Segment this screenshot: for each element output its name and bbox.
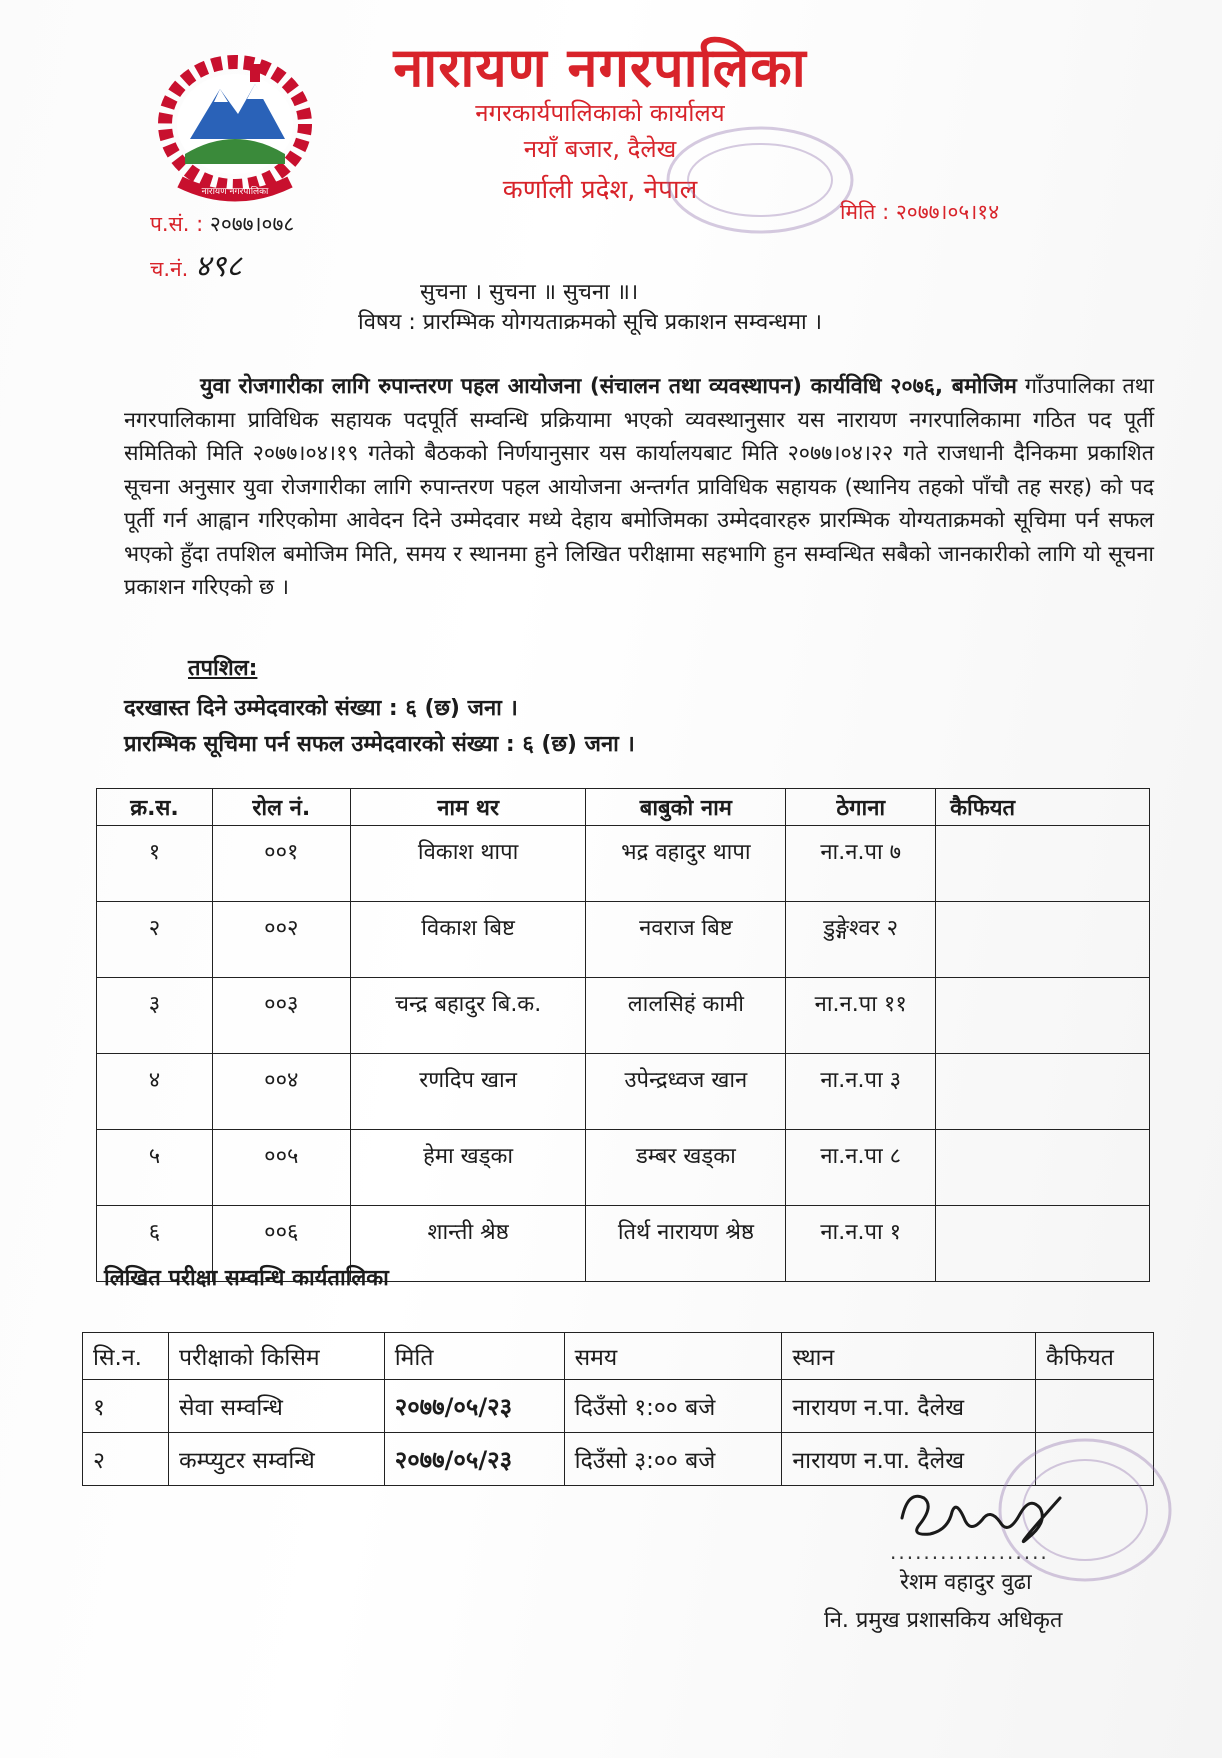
cell-name: रणदिप खान xyxy=(350,1054,586,1130)
cell-remark xyxy=(936,978,1150,1054)
column-header: कैफियत xyxy=(1036,1333,1154,1380)
column-header: बाबुको नाम xyxy=(586,789,786,826)
table-row xyxy=(97,902,1150,978)
table-row xyxy=(83,1380,1154,1433)
exam-schedule-heading: लिखित परीक्षा सम्वन्धि कार्यतालिका xyxy=(104,1266,389,1291)
cell-exam-type: कम्प्युटर सम्वन्धि xyxy=(168,1433,384,1486)
cell-roll: ००४ xyxy=(212,1054,350,1130)
column-header: स्थान xyxy=(782,1333,1036,1380)
cell-address: डुङ्गेश्वर २ xyxy=(786,902,936,978)
cell-father: डम्बर खड्का xyxy=(586,1130,786,1206)
table-row xyxy=(97,1130,1150,1206)
cell-name: विकाश बिष्ट xyxy=(350,902,586,978)
column-header: क्र.स. xyxy=(97,789,213,826)
table-row xyxy=(97,826,1150,902)
office-name: नारायण नगरपालिका xyxy=(393,36,807,99)
cell-roll: ००६ xyxy=(212,1206,350,1282)
cell-time: दिउँसो ३:०० बजे xyxy=(564,1433,782,1486)
office-line-1: नगरकार्यपालिकाको कार्यालय xyxy=(475,99,725,127)
cell-remark xyxy=(1036,1380,1154,1433)
cell-date: २०७७/०५/२३ xyxy=(384,1433,564,1486)
table-header-row xyxy=(83,1333,1154,1380)
signatory-title: नि. प्रमुख प्रशासकिय अधिकृत xyxy=(824,1608,1063,1633)
svg-text:नारायण नगरपालिका: नारायण नगरपालिका xyxy=(201,187,269,197)
cell-remark xyxy=(936,902,1150,978)
cell-venue: नारायण न.पा. दैलेख xyxy=(782,1380,1036,1433)
cell-remark xyxy=(936,1130,1150,1206)
cell-address: ना.न.पा ७ xyxy=(786,826,936,902)
cell-name: शान्ती श्रेष्ठ xyxy=(350,1206,586,1282)
notice-body xyxy=(124,370,1154,605)
cell-serial: ४ xyxy=(97,1054,213,1130)
cell-serial: ५ xyxy=(97,1130,213,1206)
cell-venue: नारायण न.पा. दैलेख xyxy=(782,1433,1036,1486)
cell-address: ना.न.पा ८ xyxy=(786,1130,936,1206)
column-header: कैफियत xyxy=(936,789,1150,826)
column-header: रोल नं. xyxy=(212,789,350,826)
cell-remark xyxy=(936,826,1150,902)
cell-serial: ३ xyxy=(97,978,213,1054)
cell-roll: ००१ xyxy=(212,826,350,902)
cell-name: हेमा खड्का xyxy=(350,1130,586,1206)
cell-father: तिर्थ नारायण श्रेष्ठ xyxy=(586,1206,786,1282)
cell-roll: ००३ xyxy=(212,978,350,1054)
column-header: परीक्षाको किसिम xyxy=(168,1333,384,1380)
cell-name: विकाश थापा xyxy=(350,826,586,902)
ps-value: २०७७।०७८ xyxy=(209,212,295,236)
cell-father: उपेन्द्रध्वज खान xyxy=(586,1054,786,1130)
cell-address: ना.न.पा ३ xyxy=(786,1054,936,1130)
cell-date: २०७७/०५/२३ xyxy=(384,1380,564,1433)
column-header: ठेगाना xyxy=(786,789,936,826)
column-header: सि.न. xyxy=(83,1333,169,1380)
office-line-3: कर्णाली प्रदेश, नेपाल xyxy=(502,175,698,205)
cell-serial: १ xyxy=(83,1380,169,1433)
cell-exam-type: सेवा सम्वन्धि xyxy=(168,1380,384,1433)
cell-time: दिउँसो १:०० बजे xyxy=(564,1380,782,1433)
column-header: समय xyxy=(564,1333,782,1380)
notice-body-bold: युवा रोजगारीका लागि रुपान्तरण पहल आयोजना (संचालन तथा व्यवस्थापन) कार्यविधि २०७६, बमोजिम xyxy=(200,374,1017,399)
letter-date xyxy=(840,198,999,226)
details-heading: तपशिल: xyxy=(188,656,258,681)
cell-father: लालसिहं कामी xyxy=(586,978,786,1054)
cell-address: ना.न.पा १ xyxy=(786,1206,936,1282)
cell-remark xyxy=(936,1206,1150,1282)
column-header: नाम थर xyxy=(350,789,586,826)
cell-remark xyxy=(936,1054,1150,1130)
cell-address: ना.न.पा ११ xyxy=(786,978,936,1054)
table-row xyxy=(97,978,1150,1054)
cell-roll: ००५ xyxy=(212,1130,350,1206)
table-header-row xyxy=(97,789,1150,826)
cell-serial: ६ xyxy=(97,1206,213,1282)
cn-label: च.नं. xyxy=(150,257,189,281)
dispatch-number xyxy=(150,244,242,285)
date-label: मिति : xyxy=(840,200,890,224)
notice-title: सुचना । सुचना ॥ सुचना ॥। xyxy=(420,280,639,305)
cell-serial: २ xyxy=(83,1433,169,1486)
cn-value: ४९८ xyxy=(195,249,242,284)
reference-number xyxy=(150,210,294,238)
notice-subject: विषय : प्रारम्भिक योगयताक्रमको सूचि प्रकाशन सम्वन्धमा । xyxy=(358,310,823,335)
applicant-count: दरखास्त दिने उम्मेदवारको संख्या : ६ (छ) जना । xyxy=(124,696,518,721)
candidate-table xyxy=(96,788,1150,1282)
cell-name: चन्द्र बहादुर बि.क. xyxy=(350,978,586,1054)
cell-serial: १ xyxy=(97,826,213,902)
office-line-2: नयाँ बजार, दैलेख xyxy=(523,135,677,163)
notice-body-text: गाँउपालिका तथा नगरपालिकामा प्राविधिक सहायक पदपूर्ति सम्वन्धि प्रक्रियामा भएको व्यवस्थानुसार यस नारायण नगरपालिकामा गठित पद पूर्ती समितिको मिति २०७७।०४।१९ गतेको बैठकको निर्णयानुसार यस कार्यालयबाट मिति २०७७।०४।२२ गते राजधानी दैनिकमा प्रकाशित सूचना अनुसार युवा रोजगारीका लागि रुपान्तरण पहल आयोजना अन्तर्गत प्राविधिक सहायक (स्थानिय तहको पाँचौ तह सरह) को पद पूर्ती गर्न आह्वान गरिएकोमा आवेदन दिने उम्मेदवार मध्ये देहाय बमोजिमका उम्मेदवारहरु प्रारम्भिक योग्यताक्रमको सूचिमा पर्न सफल भएको हुँदा तपशिल बमोजिम मिति, समय र स्थानमा हुने लिखित परीक्षामा सहभागि हुन सम्वन्धित सबैको जानकारीको लागि यो सूचना प्रकाशन गरिएको छ । xyxy=(124,374,1155,600)
cell-father: भद्र वहादुर थापा xyxy=(586,826,786,902)
cell-serial: २ xyxy=(97,902,213,978)
column-header: मिति xyxy=(384,1333,564,1380)
signatory-name: रेशम वहादुर वुढा xyxy=(900,1570,1032,1595)
date-value: २०७७।०५।१४ xyxy=(895,200,1000,224)
cell-roll: ००२ xyxy=(212,902,350,978)
office-stamp-icon xyxy=(660,120,860,240)
cell-father: नवराज बिष्ट xyxy=(586,902,786,978)
ps-label: प.सं. : xyxy=(150,212,204,236)
shortlisted-count: प्रारम्भिक सूचिमा पर्न सफल उम्मेदवारको संख्या : ६ (छ) जना । xyxy=(124,732,635,757)
signature-line: ................... xyxy=(890,1540,1049,1564)
table-row xyxy=(97,1054,1150,1130)
nepal-emblem-icon xyxy=(140,44,330,209)
